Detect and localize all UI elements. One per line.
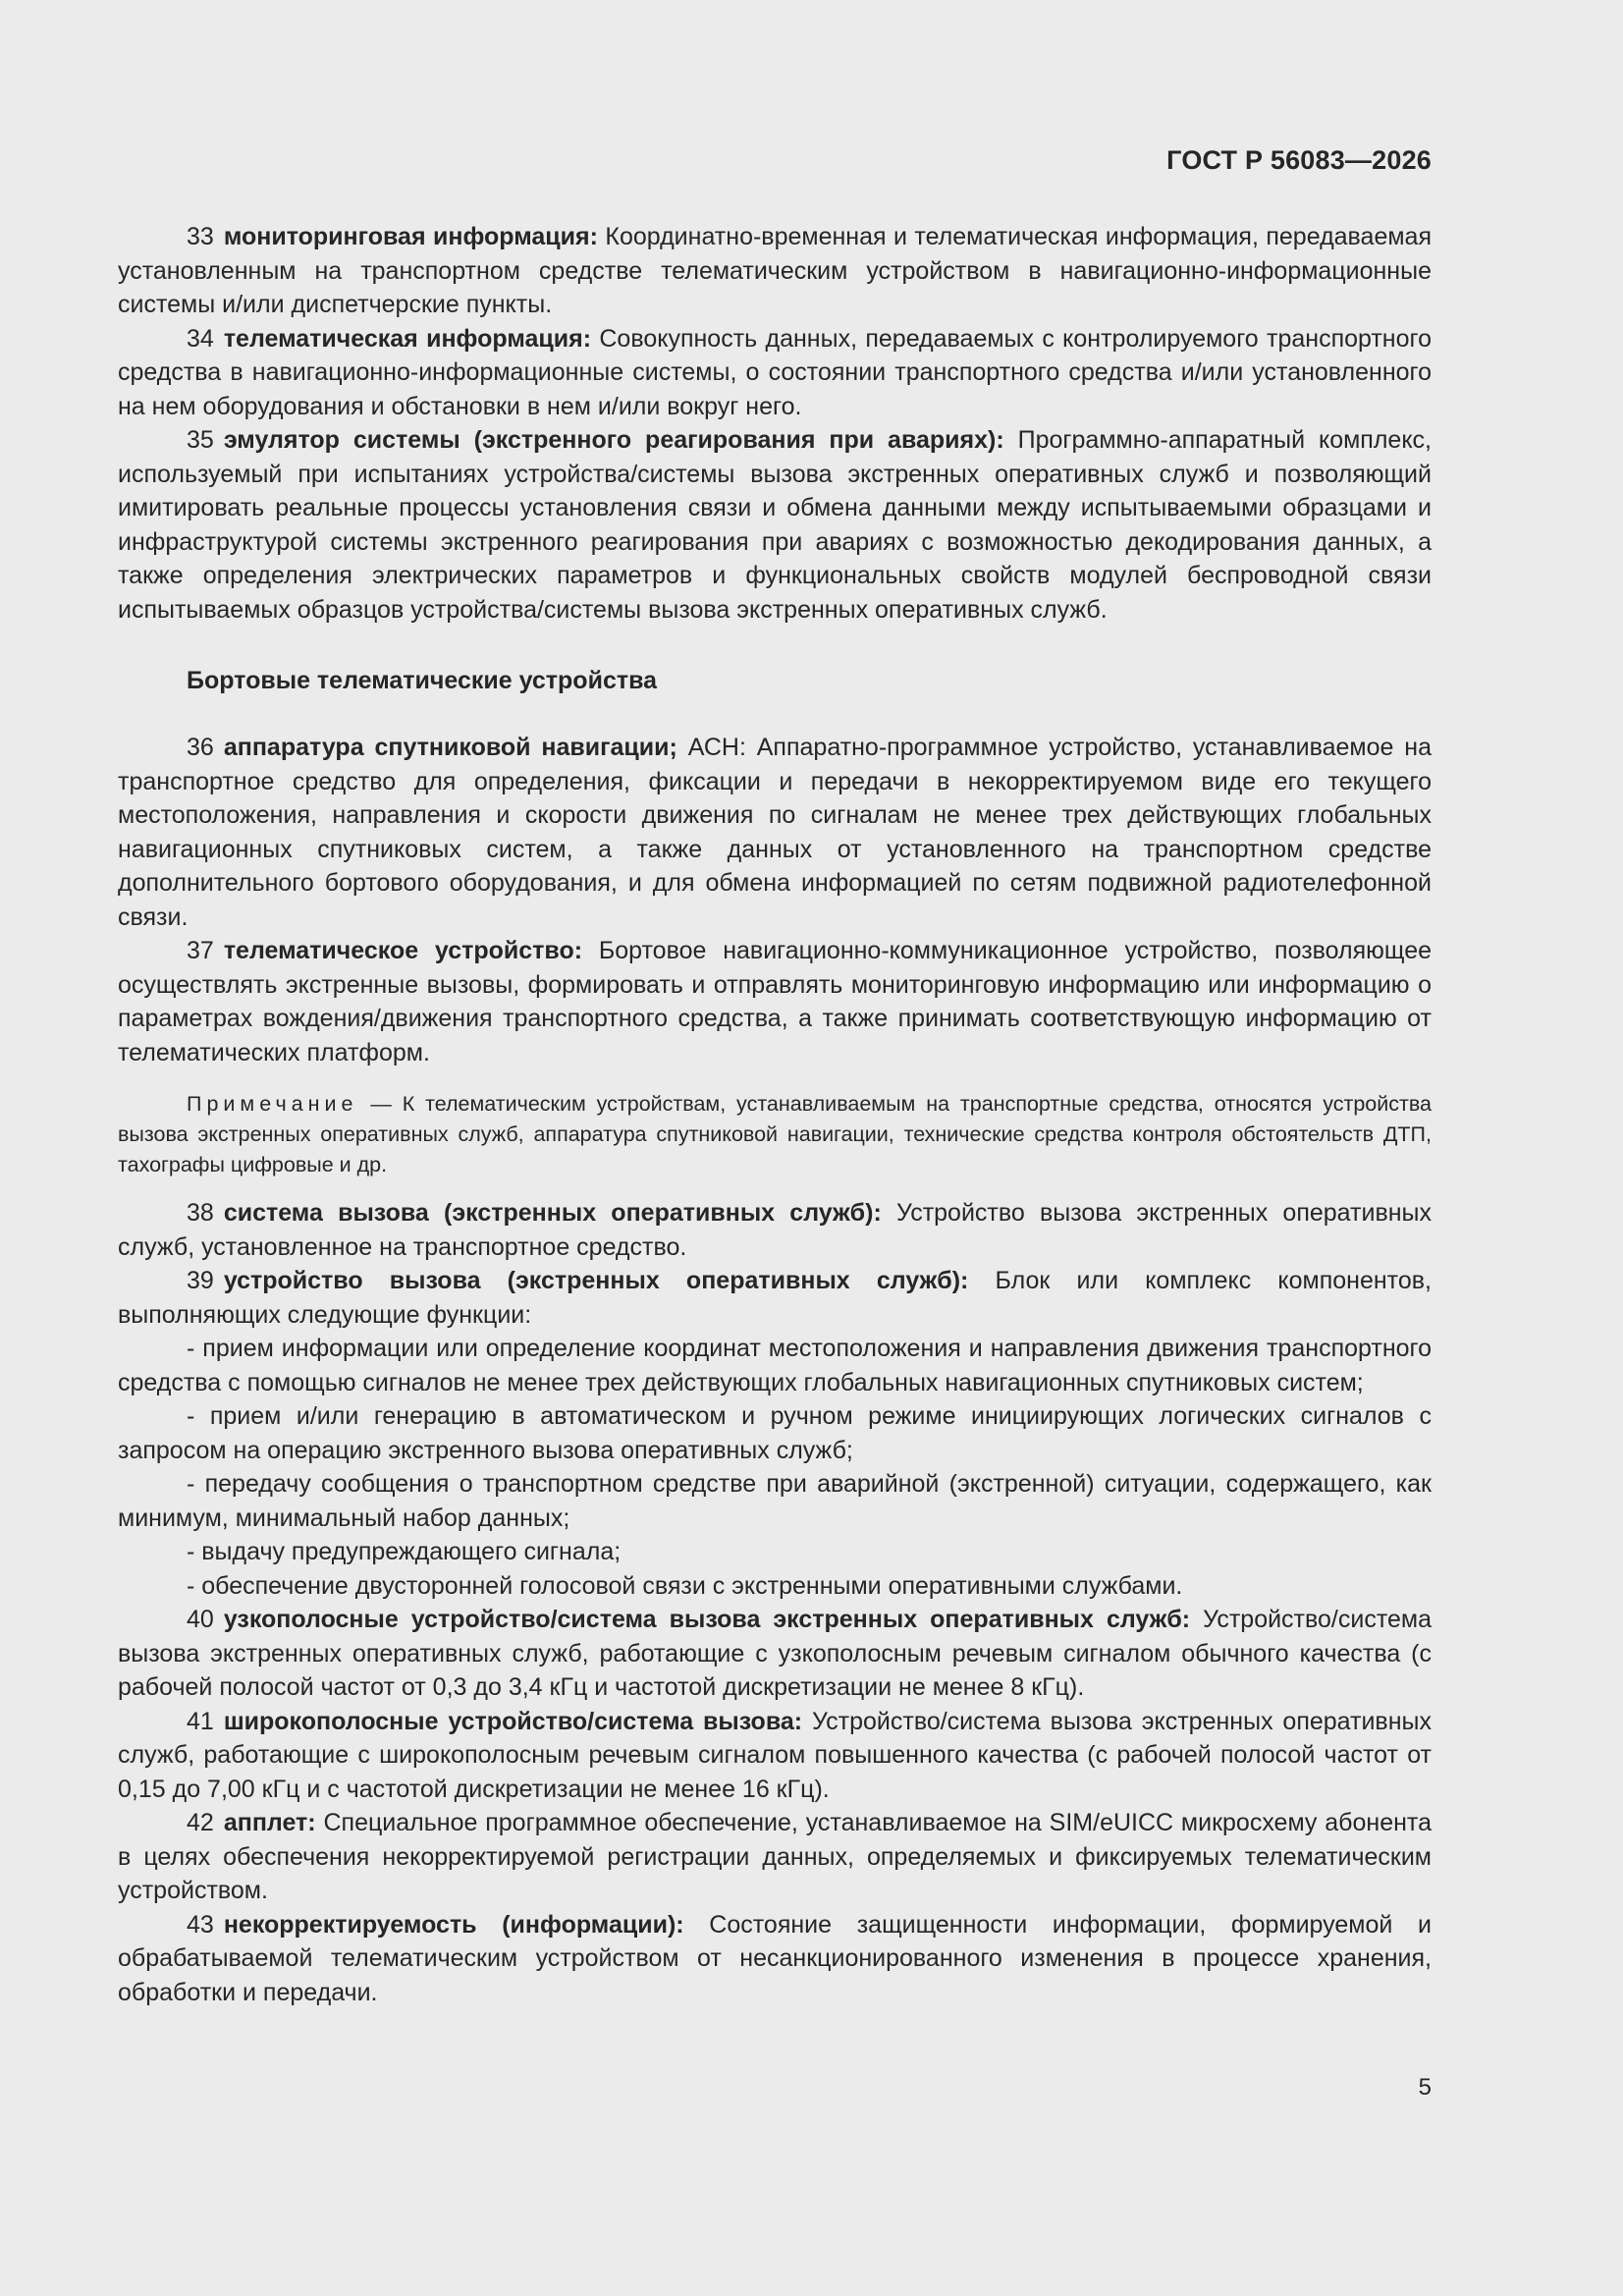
entry-35 <box>118 423 1432 627</box>
entry-number: 33 <box>187 223 214 250</box>
entry-number: 38 <box>187 1199 214 1227</box>
section-heading: Бортовые телематические устройства <box>187 667 658 694</box>
entry-33 <box>118 220 1432 322</box>
standard-code: ГОСТ Р 56083—2026 <box>1166 145 1432 175</box>
entry-definition: Специальное программное обеспечение, устанавливаемое на SIM/eUICC микросхему абонента в целях обеспечения некорректируемой регистрации данных, определяемых и фиксируемых телематическим устройством. <box>118 1809 1432 1904</box>
entry-term: система вызова (экстренных оперативных служб): <box>223 1199 882 1227</box>
entry-definition: Координатно-временная и телематическая информация, передаваемая установленным на транспортном средстве телематическим устройством в навигационно-информационные системы и/или диспетчерские пункты. <box>118 223 1432 318</box>
entry-definition: Совокупность данных, передаваемых с контролируемого транспортного средства в навигационно-информационные системы, о состоянии транспортного средства и/или установленного на нем оборудования и обстановки в нем и/или вокруг него. <box>118 324 1432 420</box>
entry-definition: АСН: Аппаратно-программное устройство, устанавливаемое на транспортное средство для определения, фиксации и передачи в некорректируемом виде его текущего местоположения, направления и скорости движения по сигналам не менее трех действующих глобальных навигационных спутниковых систем, а также данных от установленного на транспортном средстве дополнительного бортового оборудования, и для обмена информацией по сетям подвижной радиотелефонной связи. <box>118 734 1432 931</box>
note-text: — К телематическим устройствам, устанавливаемым на транспортные средства, относятся устройства вызова экстренных оперативных служб, аппаратура спутниковой навигации, технические средства контроля обстоятельств ДТП, тахографы цифровые и др. <box>118 1092 1432 1176</box>
list-item: - передачу сообщения о транспортном средстве при аварийной (экстренной) ситуации, содержащего, как минимум, минимальный набор данных; <box>118 1470 1432 1532</box>
entry-definition: Устройство/система вызова экстренных оперативных служб, работающие с узкополосным речевым сигналом обычного качества (с рабочей полосой частот от 0,3 до 3,4 кГц и частотой дискретизации не менее 8 кГц). <box>118 1606 1432 1701</box>
entry-term: телематическое устройство: <box>223 937 583 964</box>
entry-number: 42 <box>187 1809 214 1836</box>
entry-number: 37 <box>187 937 214 964</box>
entry-definition: Бортовое навигационно-коммуникационное устройство, позволяющее осуществлять экстренные вызовы, формировать и отправлять мониторинговую информацию или информацию о параметрах вождения/движения транспортного средства, а также принимать соответствующую информацию от телематических платформ. <box>118 937 1432 1066</box>
entry-34 <box>118 322 1432 424</box>
entry-definition: Устройство/система вызова экстренных оперативных служб, работающие с широкополосным речевым сигналом повышенного качества (с рабочей полосой частот от 0,15 до 7,00 кГц и с частотой дискретизации не менее 16 кГц). <box>118 1707 1432 1803</box>
entry-41 <box>118 1705 1432 1807</box>
entry-36 <box>118 731 1432 934</box>
entry-term: мониторинговая информация: <box>223 223 598 250</box>
list-item: - выдачу предупреждающего сигнала; <box>187 1538 622 1565</box>
page-number: 5 <box>1418 2074 1432 2101</box>
entry-term: эмулятор системы (экстренного реагирования при авариях): <box>223 426 1004 454</box>
entry-38 <box>118 1196 1432 1264</box>
entry-definition: Устройство вызова экстренных оперативных служб, установленное на транспортное средство. <box>118 1199 1432 1261</box>
entry-definition: Состояние защищенности информации, формируемой и обрабатываемой телематическим устройством от несанкционированного изменения в процессе хранения, обработки и передачи. <box>118 1910 1432 2006</box>
entry-number: 35 <box>187 426 214 454</box>
list-item: - прием и/или генерацию в автоматическом и ручном режиме инициирующих логических сигналов с запросом на операцию экстренного вызова оперативных служб; <box>118 1402 1432 1464</box>
entry-number: 39 <box>187 1267 214 1294</box>
entry-42 <box>118 1806 1432 1908</box>
entry-number: 41 <box>187 1707 214 1735</box>
list-item: - прием информации или определение координат местоположения и направления движения транспортного средства с помощью сигналов не менее трех действующих глобальных навигационных спутниковых систем; <box>118 1335 1432 1396</box>
entry-number: 43 <box>187 1910 214 1939</box>
entry-number: 34 <box>187 324 214 353</box>
entry-43 <box>118 1908 1432 2010</box>
entry-39 <box>118 1264 1432 1332</box>
entry-term: некорректируемость (информации): <box>223 1910 684 1939</box>
document-body <box>118 220 1432 2009</box>
entry-definition: Блок или комплекс компонентов, выполняющих следующие функции: <box>118 1267 1432 1329</box>
entry-40 <box>118 1603 1432 1705</box>
entry-term: узкополосные устройство/система вызова экстренных оперативных служб: <box>223 1606 1191 1633</box>
list-item: - обеспечение двусторонней голосовой связи с экстренными оперативными службами. <box>187 1571 1183 1600</box>
note-label: Примечание <box>187 1092 358 1116</box>
note <box>118 1089 1432 1180</box>
entry-term: широкополосные устройство/система вызова: <box>223 1707 803 1735</box>
entry-37 <box>118 934 1432 1069</box>
entry-number: 36 <box>187 734 214 761</box>
entry-term: телематическая информация: <box>223 324 592 353</box>
entry-number: 40 <box>187 1606 214 1633</box>
entry-term: аппаратура спутниковой навигации; <box>223 734 677 761</box>
entry-definition: Программно-аппаратный комплекс, используемый при испытаниях устройства/системы вызова экстренных оперативных служб и позволяющий имитировать реальные процессы установления связи и обмена данными между испытываемыми образцами и инфраструктурой системы экстренного реагирования при авариях с возможностью декодирования данных, а также определения электрических параметров и функциональных свойств модулей беспроводной связи испытываемых образцов устройства/системы вызова экстренных оперативных служб. <box>118 426 1432 624</box>
entry-term: апплет: <box>223 1809 316 1836</box>
entry-term: устройство вызова (экстренных оперативных служб): <box>223 1267 969 1294</box>
